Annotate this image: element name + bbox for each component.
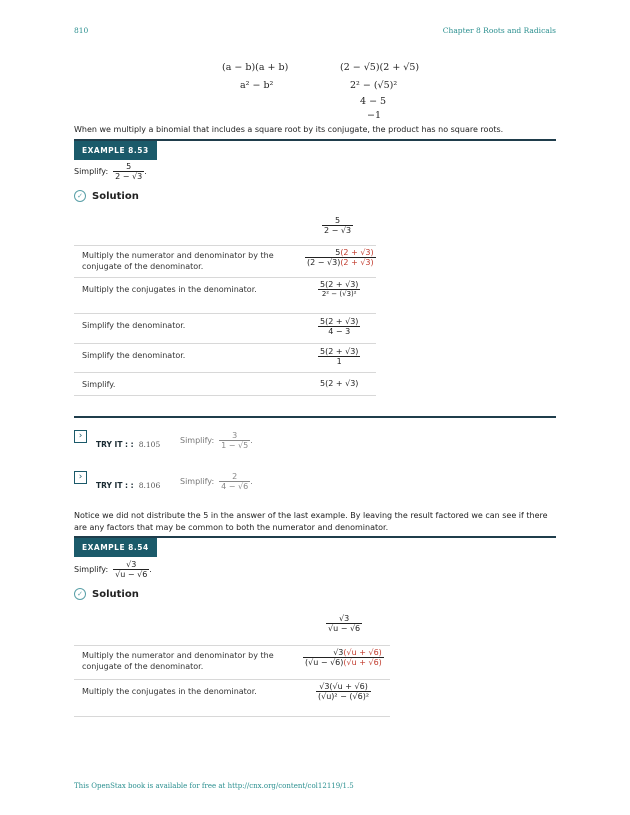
- fraction-denominator: 4 − 3: [328, 327, 351, 336]
- row-divider: [74, 679, 390, 680]
- period: .: [144, 167, 147, 176]
- try-it-heading: [96, 473, 160, 492]
- fraction-numerator: √3: [338, 614, 350, 623]
- problem-fraction: [113, 560, 149, 579]
- check-circle-icon: ✓: [74, 190, 86, 202]
- step-text: Multiply the numerator and denominator by the conjugate of the denominator.: [82, 251, 274, 271]
- step-result: 5(2 + √3): [320, 379, 359, 388]
- problem-fraction: [113, 162, 144, 181]
- expr-part: √3: [333, 648, 344, 657]
- step-start-expression: [322, 216, 353, 235]
- conjugate-highlight: (2 + √3): [340, 248, 374, 257]
- step-text: Multiply the conjugates in the denominator.: [82, 687, 257, 696]
- simplify-label: Simplify:: [74, 167, 109, 176]
- solution-label: Solution: [92, 588, 139, 600]
- conjugate-highlight: (√u + √6): [343, 658, 382, 667]
- fraction-numerator: 3: [232, 431, 238, 440]
- fraction-numerator: √3(√u + √6): [319, 682, 368, 691]
- try-it-heading: [96, 432, 160, 451]
- step-expression: [318, 317, 360, 336]
- simplify-label: Simplify:: [180, 436, 215, 445]
- row-divider: [74, 245, 376, 246]
- math-example-line2: 2² − (√5)²: [350, 80, 398, 91]
- row-divider: [74, 313, 376, 314]
- row-divider: [74, 395, 376, 396]
- fraction-numerator: √3: [126, 560, 137, 569]
- fraction-numerator: 5(2 + √3): [320, 317, 359, 326]
- solution-label: Solution: [92, 190, 139, 202]
- simplify-label: Simplify:: [180, 477, 215, 486]
- math-identity-line2: a² − b²: [240, 80, 274, 91]
- fraction-denominator: √u − √6: [115, 570, 148, 579]
- fraction-denominator: 2 − √3: [324, 226, 352, 235]
- fraction-numerator: 5(2 + √3): [320, 280, 359, 289]
- footer-text: This OpenStax book is available for free at http://cnx.org/content/col12119/1.5: [74, 782, 354, 790]
- period: .: [149, 565, 152, 574]
- chevron-right-icon[interactable]: ›: [74, 471, 87, 484]
- step-start-expression: [326, 614, 362, 633]
- step-text: Simplify the denominator.: [82, 321, 186, 330]
- example-label: EXAMPLE 8.54: [74, 538, 157, 557]
- step-text: Multiply the conjugates in the denominator.: [82, 285, 257, 294]
- step-expression: [303, 648, 384, 667]
- row-divider: [74, 645, 390, 646]
- step-expression: [318, 347, 360, 366]
- step-expression: [316, 682, 371, 701]
- row-divider: [74, 372, 376, 373]
- fraction-numerator: 2: [232, 472, 238, 481]
- chapter-title: Chapter 8 Roots and Radicals: [442, 26, 556, 35]
- solution-heading: [74, 588, 139, 600]
- fraction-denominator: 4 − √6: [221, 482, 249, 491]
- example-problem: [74, 162, 147, 181]
- check-circle-icon: ✓: [74, 588, 86, 600]
- try-it-label: TRY IT : :: [96, 440, 134, 449]
- section-rule: [74, 416, 556, 418]
- fraction-denominator: 2 − √3: [115, 172, 143, 181]
- conjugate-highlight: (2 + √3): [340, 258, 374, 267]
- fraction-numerator: 5(2 + √3): [320, 347, 359, 356]
- conjugate-highlight: (√u + √6): [343, 648, 382, 657]
- try-it-number: 8.106: [138, 481, 161, 490]
- expr-part: 5: [335, 248, 341, 257]
- notice-paragraph: Notice we did not distribute the 5 in the answer of the last example. By leaving the result factored we can see if there are any factors that may be common to both the numerator and denominator.: [74, 511, 548, 532]
- try-it-problem: [180, 431, 253, 450]
- try-it-label: TRY IT : :: [96, 481, 134, 490]
- fraction-denominator: 2² − (√3)²: [321, 290, 357, 298]
- math-identity-line1: (a − b)(a + b): [222, 62, 289, 73]
- math-example-line1: (2 − √5)(2 + √5): [340, 62, 420, 73]
- period: .: [250, 477, 253, 486]
- step-expression: [318, 280, 360, 298]
- fraction-denominator: (√u)² − (√6)²: [318, 692, 370, 701]
- expr-part: (2 − √3): [307, 258, 341, 267]
- step-text: Simplify the denominator.: [82, 351, 186, 360]
- chevron-right-icon[interactable]: ›: [74, 430, 87, 443]
- try-it-number: 8.105: [138, 440, 161, 449]
- page-number: 810: [74, 26, 89, 35]
- period: .: [250, 436, 253, 445]
- math-example-line3: 4 − 5: [360, 96, 387, 107]
- row-divider: [74, 277, 376, 278]
- simplify-label: Simplify:: [74, 565, 109, 574]
- math-example-line4: −1: [367, 110, 382, 121]
- expr-part: (√u − √6): [305, 658, 344, 667]
- fraction-denominator: 1: [336, 357, 342, 366]
- fraction-numerator: 5: [334, 216, 341, 225]
- example-problem: [74, 560, 152, 579]
- step-text: Multiply the numerator and denominator by the conjugate of the denominator.: [82, 651, 274, 671]
- example-label: EXAMPLE 8.53: [74, 141, 157, 160]
- fraction-denominator: √u − √6: [328, 624, 361, 633]
- step-text: Simplify.: [82, 380, 116, 389]
- step-expression: [305, 248, 376, 267]
- row-divider: [74, 343, 376, 344]
- try-it-problem: [180, 472, 253, 491]
- row-divider: [74, 716, 390, 717]
- fraction-denominator: 1 − √5: [221, 441, 249, 450]
- intro-paragraph: When we multiply a binomial that includes a square root by its conjugate, the product has no square roots.: [74, 125, 504, 134]
- solution-heading: [74, 190, 139, 202]
- fraction-numerator: 5: [126, 162, 132, 171]
